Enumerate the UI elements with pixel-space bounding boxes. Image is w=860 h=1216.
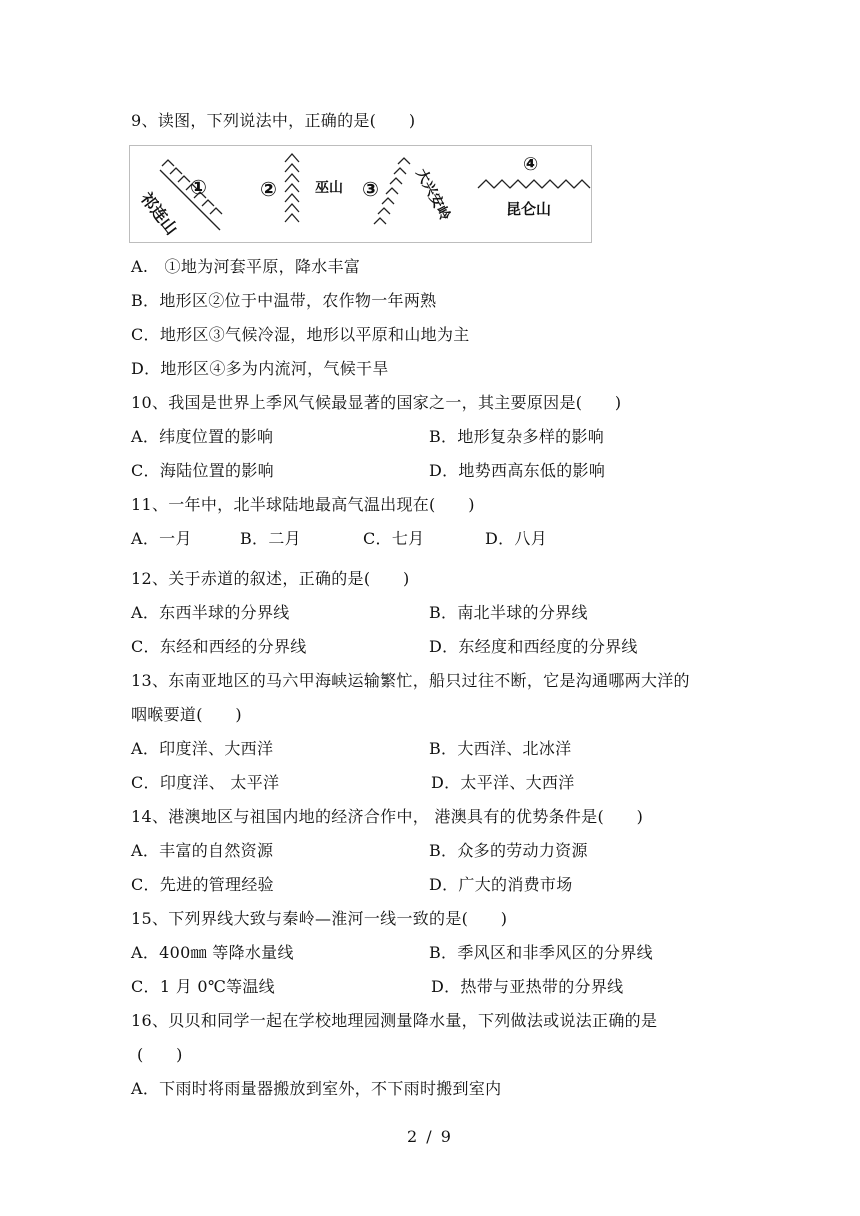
q13-option-b: B．大西洋、北冰洋 — [429, 739, 572, 758]
mountain-3-number: ③ — [362, 177, 379, 201]
q12-stem: 12、关于赤道的叙述，正确的是( ) — [131, 569, 410, 588]
mountain-4-drawing — [478, 180, 590, 188]
q9-option-c: C．地形区③气候冷湿，地形以平原和山地为主 — [131, 325, 470, 344]
q11-stem: 11、一年中，北半球陆地最高气温出现在( ) — [131, 495, 475, 514]
q16-option-a: A．下雨时将雨量器搬放到室外，不下雨时搬到室内 — [131, 1079, 502, 1098]
q13-option-d: D．太平洋、大西洋 — [431, 773, 575, 792]
mountain-diagram — [130, 146, 593, 244]
q15-option-d: D．热带与亚热带的分界线 — [431, 977, 624, 996]
q12-option-c: C．东经和西经的分界线 — [131, 637, 307, 656]
q13-option-a: A．印度洋、大西洋 — [131, 739, 274, 758]
q16-stem-line1: 16、贝贝和同学一起在学校地理园测量降水量，下列做法或说法正确的是 — [131, 1011, 658, 1030]
q14-option-c: C．先进的管理经验 — [131, 875, 274, 894]
q9-option-a: A. ①地为河套平原，降水丰富 — [131, 257, 361, 276]
q14-option-a: A．丰富的自然资源 — [131, 841, 274, 860]
mountain-1-name: 祁连山 — [136, 188, 182, 239]
q15-option-c: C．1 月 0℃等温线 — [131, 977, 275, 996]
q12-option-a: A．东西半球的分界线 — [131, 603, 290, 622]
q10-option-c: C．海陆位置的影响 — [131, 461, 274, 480]
q9-option-d: D．地形区④多为内流河，气候干旱 — [131, 359, 389, 378]
q11-option-c: C．七月 — [363, 529, 425, 548]
mountain-3-drawing — [374, 158, 410, 224]
mountain-4-number: ④ — [523, 154, 539, 175]
q10-option-b: B．地形复杂多样的影响 — [429, 427, 605, 446]
mountain-map-figure — [129, 145, 592, 243]
page-number: 2 / 9 — [407, 1127, 453, 1146]
q9-option-b: B．地形区②位于中温带，农作物一年两熟 — [131, 291, 437, 310]
mountain-4-name: 昆仑山 — [506, 200, 552, 218]
q15-option-a: A．400㎜ 等降水量线 — [131, 943, 294, 962]
mountain-1-number: ① — [190, 175, 207, 199]
q10-option-d: D．地势西高东低的影响 — [429, 461, 606, 480]
q13-stem-line1: 13、东南亚地区的马六甲海峡运输繁忙，船只过往不断，它是沟通哪两大洋的 — [131, 671, 690, 690]
q12-option-b: B．南北半球的分界线 — [429, 603, 588, 622]
q14-option-d: D．广大的消费市场 — [429, 875, 573, 894]
q9-stem: 9、读图，下列说法中，正确的是( ) — [131, 111, 416, 130]
q14-option-b: B．众多的劳动力资源 — [429, 841, 588, 860]
q12-option-d: D．东经度和西经度的分界线 — [429, 637, 638, 656]
q10-option-a: A．纬度位置的影响 — [131, 427, 274, 446]
q11-option-d: D．八月 — [485, 529, 548, 548]
q13-stem-line2: 咽喉要道( ) — [131, 705, 242, 724]
mountain-2-number: ② — [260, 177, 277, 201]
mountain-3-name: 大兴安岭 — [412, 166, 453, 224]
q15-stem: 15、下列界线大致与秦岭—淮河一线一致的是( ) — [131, 909, 508, 928]
q14-stem: 14、港澳地区与祖国内地的经济合作中， 港澳具有的优势条件是( ) — [131, 807, 644, 826]
q15-option-b: B．季风区和非季风区的分界线 — [429, 943, 653, 962]
q11-option-b: B．二月 — [240, 529, 301, 548]
q11-option-a: A．一月 — [131, 529, 192, 548]
q16-stem-line2: ( ) — [137, 1045, 183, 1064]
q13-option-c: C．印度洋、 太平洋 — [131, 773, 280, 792]
q10-stem: 10、我国是世界上季风气候最显著的国家之一，其主要原因是( ) — [131, 393, 622, 412]
mountain-2-name-text: 巫山 — [315, 180, 343, 196]
mountain-2-name — [315, 180, 343, 196]
mountain-2-drawing — [285, 154, 299, 222]
